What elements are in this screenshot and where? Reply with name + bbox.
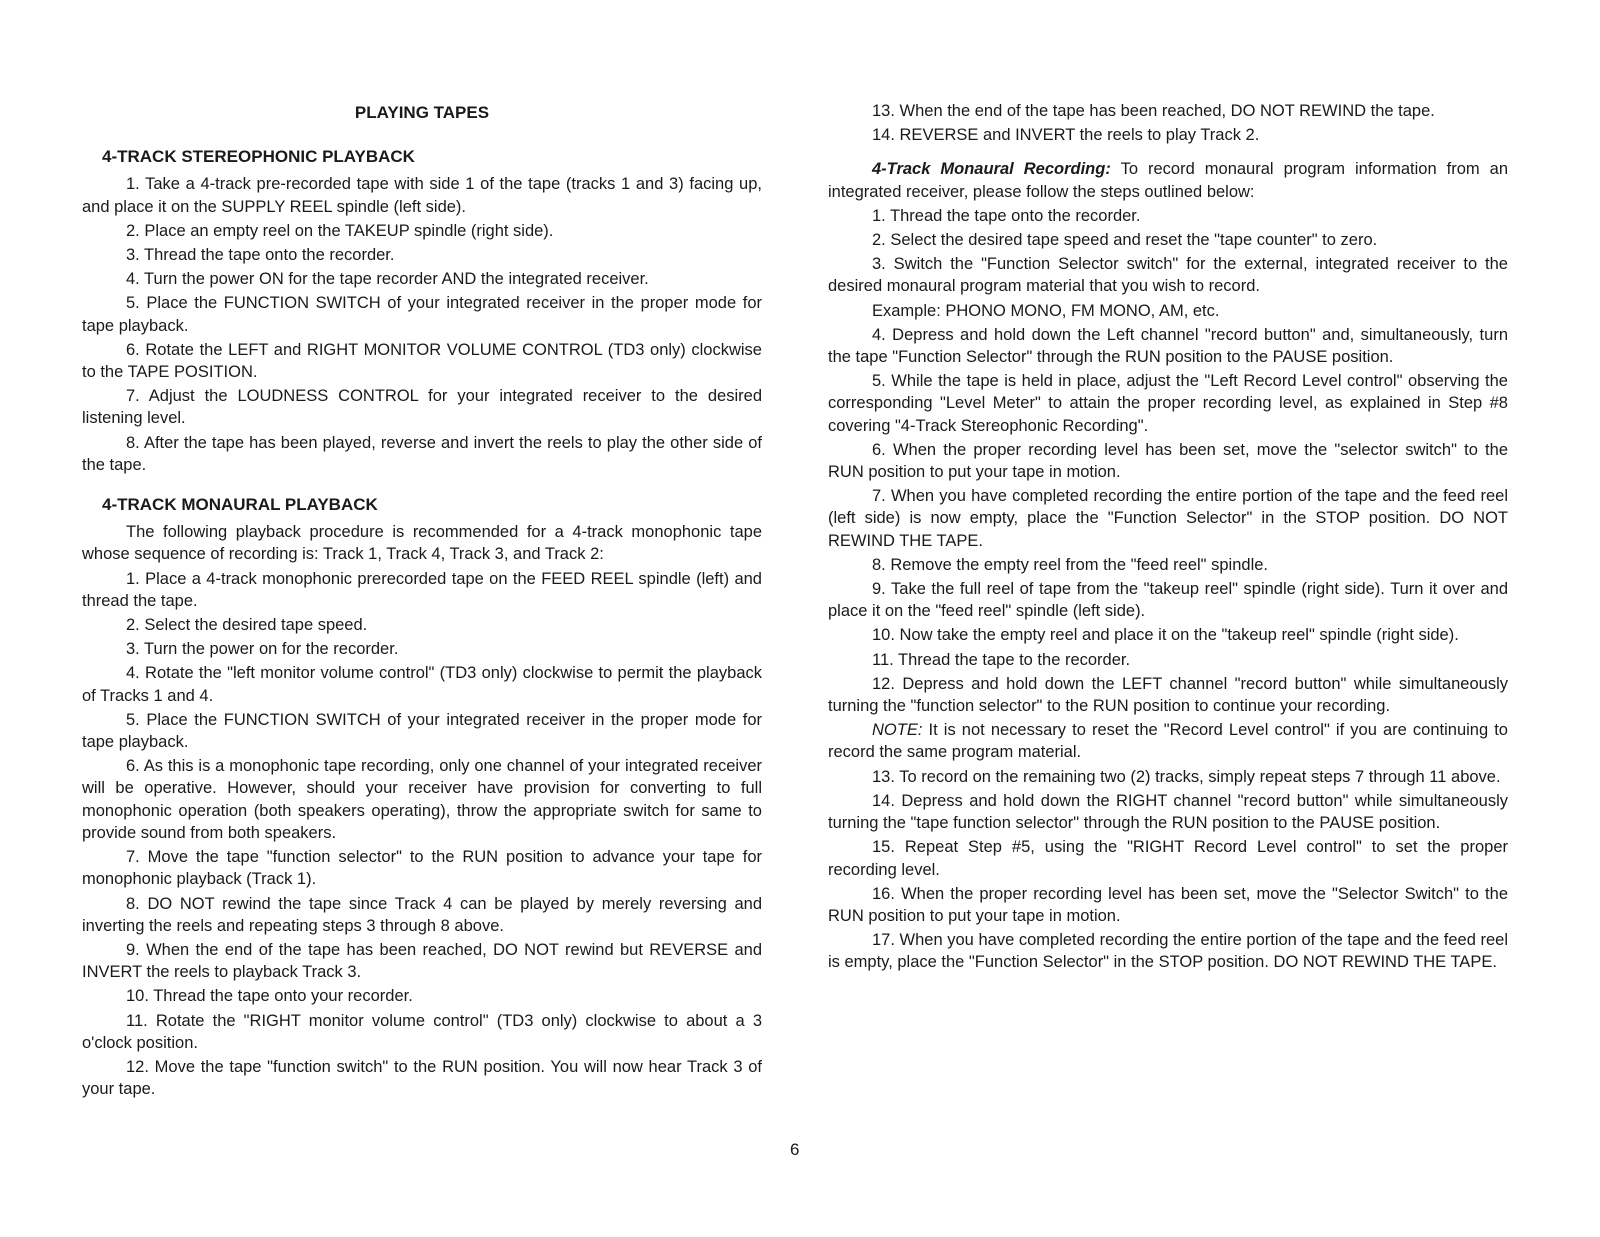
recording-step: 14. Depress and hold down the RIGHT channel "record button" while simultaneously turning the "tape function selector" through the RUN position to the PAUSE position. — [828, 791, 1508, 833]
recording-step: 16. When the proper recording level has been set, move the "Selector Switch" to the RUN position to put your tape in motion. — [828, 884, 1508, 925]
mono-step: 6. As this is a monophonic tape recording, only one channel of your integrated receiver will be operative. However, should your receiver have provision for converting to full monophonic operation (both speakers operating), throw the appropriate switch for same to provide sound from both speakers. — [82, 757, 762, 842]
mono-step: 12. Move the tape "function switch" to the RUN position. You will now hear Track 3 of your tape. — [82, 1057, 762, 1099]
mono-step: 7. Move the tape "function selector" to the RUN position to advance your tape for monophonic playback (Track 1). — [82, 848, 762, 889]
mono-step: 2. Select the desired tape speed. — [126, 616, 368, 635]
stereo-step: 2. Place an empty reel on the TAKEUP spindle (right side). — [126, 221, 554, 240]
mono-step: 3. Turn the power on for the recorder. — [126, 640, 399, 659]
recording-step: 1. Thread the tape onto the recorder. — [872, 206, 1141, 225]
note-text: It is not necessary to reset the "Record Level control" if you are continuing to record the same program material. — [828, 721, 1508, 762]
recording-step: 6. When the proper recording level has been set, move the "selector switch" to the RUN position to put your tape in motion. — [828, 440, 1508, 482]
stereo-step: 5. Place the FUNCTION SWITCH of your integrated receiver in the proper mode for tape playback. — [82, 294, 762, 335]
recording-step: 13. To record on the remaining two (2) tracks, simply repeat steps 7 through 11 above. — [872, 767, 1501, 786]
recording-step: 17. When you have completed recording the entire portion of the tape and the feed reel is empty, place the "Function Selector" in the STOP position. DO NOT REWIND THE TAPE. — [828, 931, 1508, 972]
playback-continued-step: 13. When the end of the tape has been reached, DO NOT REWIND the tape. — [872, 102, 1435, 120]
monaural-recording-intro-text: To record monaural program information from an integrated receiver, please follow the steps outlined below: — [828, 160, 1508, 201]
mono-playback-heading: 4-TRACK MONAURAL PLAYBACK — [102, 495, 378, 515]
monaural-recording-intro — [828, 158, 1508, 202]
stereo-playback-heading: 4-TRACK STEREOPHONIC PLAYBACK — [102, 147, 415, 167]
page-title: PLAYING TAPES — [354, 103, 490, 122]
mono-step: 11. Rotate the "RIGHT monitor volume control" (TD3 only) clockwise to about a 3 o'clock position. — [82, 1011, 762, 1052]
recording-step: 3. Switch the "Function Selector switch" for the external, integrated receiver to the desired monaural program material that you wish to record. — [828, 255, 1508, 296]
stereo-step: 1. Take a 4-track pre-recorded tape with side 1 of the tape (tracks 1 and 3) facing up, and place it on the SUPPLY REEL spindle (left side). — [82, 175, 762, 216]
recording-step: 8. Remove the empty reel from the "feed reel" spindle. — [872, 555, 1268, 574]
recording-example: Example: PHONO MONO, FM MONO, AM, etc. — [872, 301, 1220, 320]
left-column — [82, 100, 762, 1102]
mono-step: 1. Place a 4-track monophonic prerecorded tape on the FEED REEL spindle (left) and thread the tape. — [82, 569, 762, 610]
playback-continued-step: 14. REVERSE and INVERT the reels to play Track 2. — [872, 126, 1260, 145]
stereo-step: 4. Turn the power ON for the tape recorder AND the integrated receiver. — [126, 270, 649, 289]
mono-step: 8. DO NOT rewind the tape since Track 4 can be played by merely reversing and inverting the reels and repeating steps 3 through 8 above. — [82, 894, 762, 935]
stereo-step: 3. Thread the tape onto the recorder. — [126, 246, 395, 265]
note-paragraph — [828, 719, 1508, 763]
mono-step: 9. When the end of the tape has been reached, DO NOT rewind but REVERSE and INVERT the reels to playback Track 3. — [82, 940, 762, 982]
stereo-step: 7. Adjust the LOUDNESS CONTROL for your integrated receiver to the desired listening level. — [82, 387, 762, 428]
recording-step: 9. Take the full reel of tape from the "takeup reel" spindle (right side). Turn it over and place it on the "feed reel" spindle (left side). — [828, 580, 1508, 621]
recording-step: 12. Depress and hold down the LEFT channel "record button" while simultaneously turning the "function selector" to the RUN position to continue your recording. — [828, 674, 1508, 716]
recording-step: 4. Depress and hold down the Left channel "record button" and, simultaneously, turn the tape "Function Selector" through the RUN position to the PAUSE position. — [828, 325, 1508, 367]
note-label: NOTE: — [872, 721, 923, 740]
recording-step: 5. While the tape is held in place, adjust the "Left Record Level control" observing the corresponding "Level Meter" to attain the proper recording level, as explained in Step #8 covering "4-Track Stereophonic Recording". — [828, 372, 1508, 435]
recording-step: 11. Thread the tape to the recorder. — [872, 650, 1131, 669]
mono-step: 10. Thread the tape onto your recorder. — [126, 987, 413, 1006]
recording-step: 10. Now take the empty reel and place it on the "takeup reel" spindle (right side). — [872, 626, 1459, 645]
page-number: 6 — [790, 1140, 800, 1159]
stereo-step: 6. Rotate the LEFT and RIGHT MONITOR VOLUME CONTROL (TD3 only) clockwise to the TAPE POSITION. — [82, 340, 762, 382]
mono-step: 4. Rotate the "left monitor volume control" (TD3 only) clockwise to permit the playback of Tracks 1 and 4. — [82, 664, 762, 705]
stereo-step: 8. After the tape has been played, reverse and invert the reels to play the other side of the tape. — [82, 433, 762, 474]
recording-step: 7. When you have completed recording the entire portion of the tape and the feed reel (left side) is now empty, place the "Function Selector" in the STOP position. DO NOT REWIND THE TAPE. — [828, 487, 1508, 550]
recording-step: 2. Select the desired tape speed and reset the "tape counter" to zero. — [872, 231, 1378, 250]
mono-intro: The following playback procedure is recommended for a 4-track monophonic tape whose sequence of recording is: Track 1, Track 4, Track 3, and Track 2: — [82, 523, 762, 564]
mono-step: 5. Place the FUNCTION SWITCH of your integrated receiver in the proper mode for tape playback. — [82, 710, 762, 752]
right-column — [828, 100, 1508, 976]
monaural-recording-heading: 4-Track Monaural Recording: — [872, 160, 1111, 179]
recording-step: 15. Repeat Step #5, using the "RIGHT Record Level control" to set the proper recording level. — [828, 838, 1508, 879]
